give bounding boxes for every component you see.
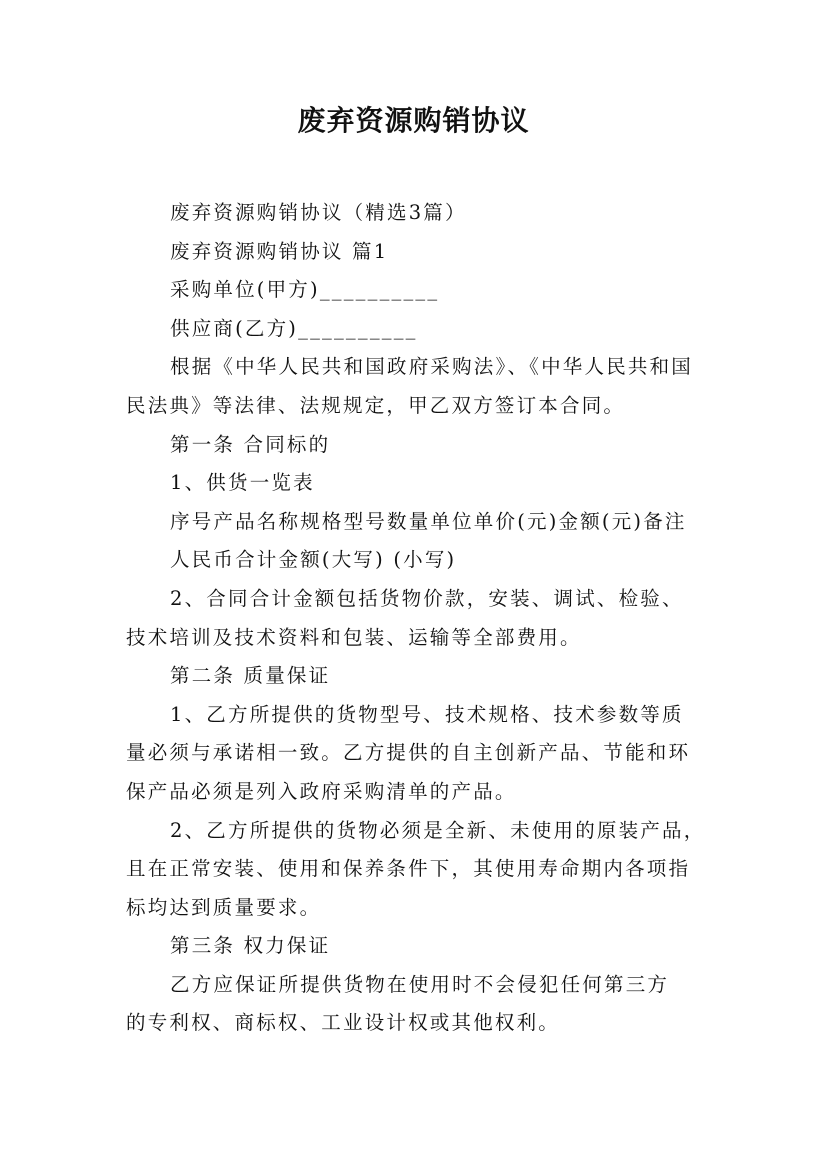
- text-line-quality-2b: 且在正常安装、使用和保养条件下，其使用寿命期内各项指: [126, 857, 691, 881]
- text-line-buyer: 采购单位(甲方)__________: [170, 278, 440, 302]
- document-body: [126, 194, 706, 1043]
- text-line-article-1-heading: 第一条 合同标的: [170, 432, 331, 456]
- text-line-legal-basis-1: 根据《中华人民共和国政府采购法》、《中华人民共和国: [170, 355, 694, 379]
- document-title: 废弃资源购销协议: [297, 104, 530, 137]
- text-line-legal-basis-2: 民法典》等法律、法规规定，甲乙双方签订本合同。: [126, 393, 626, 417]
- text-line-supply-list: 1、供货一览表: [170, 471, 315, 495]
- text-line-article-2-heading: 第二条 质量保证: [170, 664, 331, 688]
- text-line-rights-2: 的专利权、商标权、工业设计权或其他权利。: [126, 1011, 561, 1035]
- text-line-table-header: 序号产品名称规格型号数量单位单价(元)金额(元)备注: [170, 509, 687, 533]
- text-line-quality-1a: 1、乙方所提供的货物型号、技术规格、技术参数等质: [170, 702, 684, 726]
- text-line-amount-includes-2: 技术培训及技术资料和包装、运输等全部费用。: [126, 625, 582, 649]
- text-line-article-3-heading: 第三条 权力保证: [170, 934, 331, 958]
- text-line-part-heading: 废弃资源购销协议 篇1: [170, 239, 389, 263]
- text-line-amount-includes-1: 2、合同合计金额包括货物价款，安装、调试、检验、: [170, 586, 684, 610]
- text-line-quality-1c: 保产品必须是列入政府采购清单的产品。: [126, 779, 517, 803]
- text-line-quality-1b: 量必须与承诺相一致。乙方提供的自主创新产品、节能和环: [126, 741, 691, 765]
- text-line-series-title: 废弃资源购销协议（精选3篇）: [170, 201, 467, 224]
- text-line-rights-1: 乙方应保证所提供货物在使用时不会侵犯任何第三方: [170, 972, 670, 996]
- text-line-total-amount: 人民币合计金额(大写) (小写): [170, 548, 457, 572]
- text-line-supplier: 供应商(乙方)__________: [170, 316, 418, 340]
- text-line-quality-2c: 标均达到质量要求。: [126, 895, 322, 919]
- text-line-quality-2a: 2、乙方所提供的货物必须是全新、未使用的原装产品，: [170, 818, 706, 842]
